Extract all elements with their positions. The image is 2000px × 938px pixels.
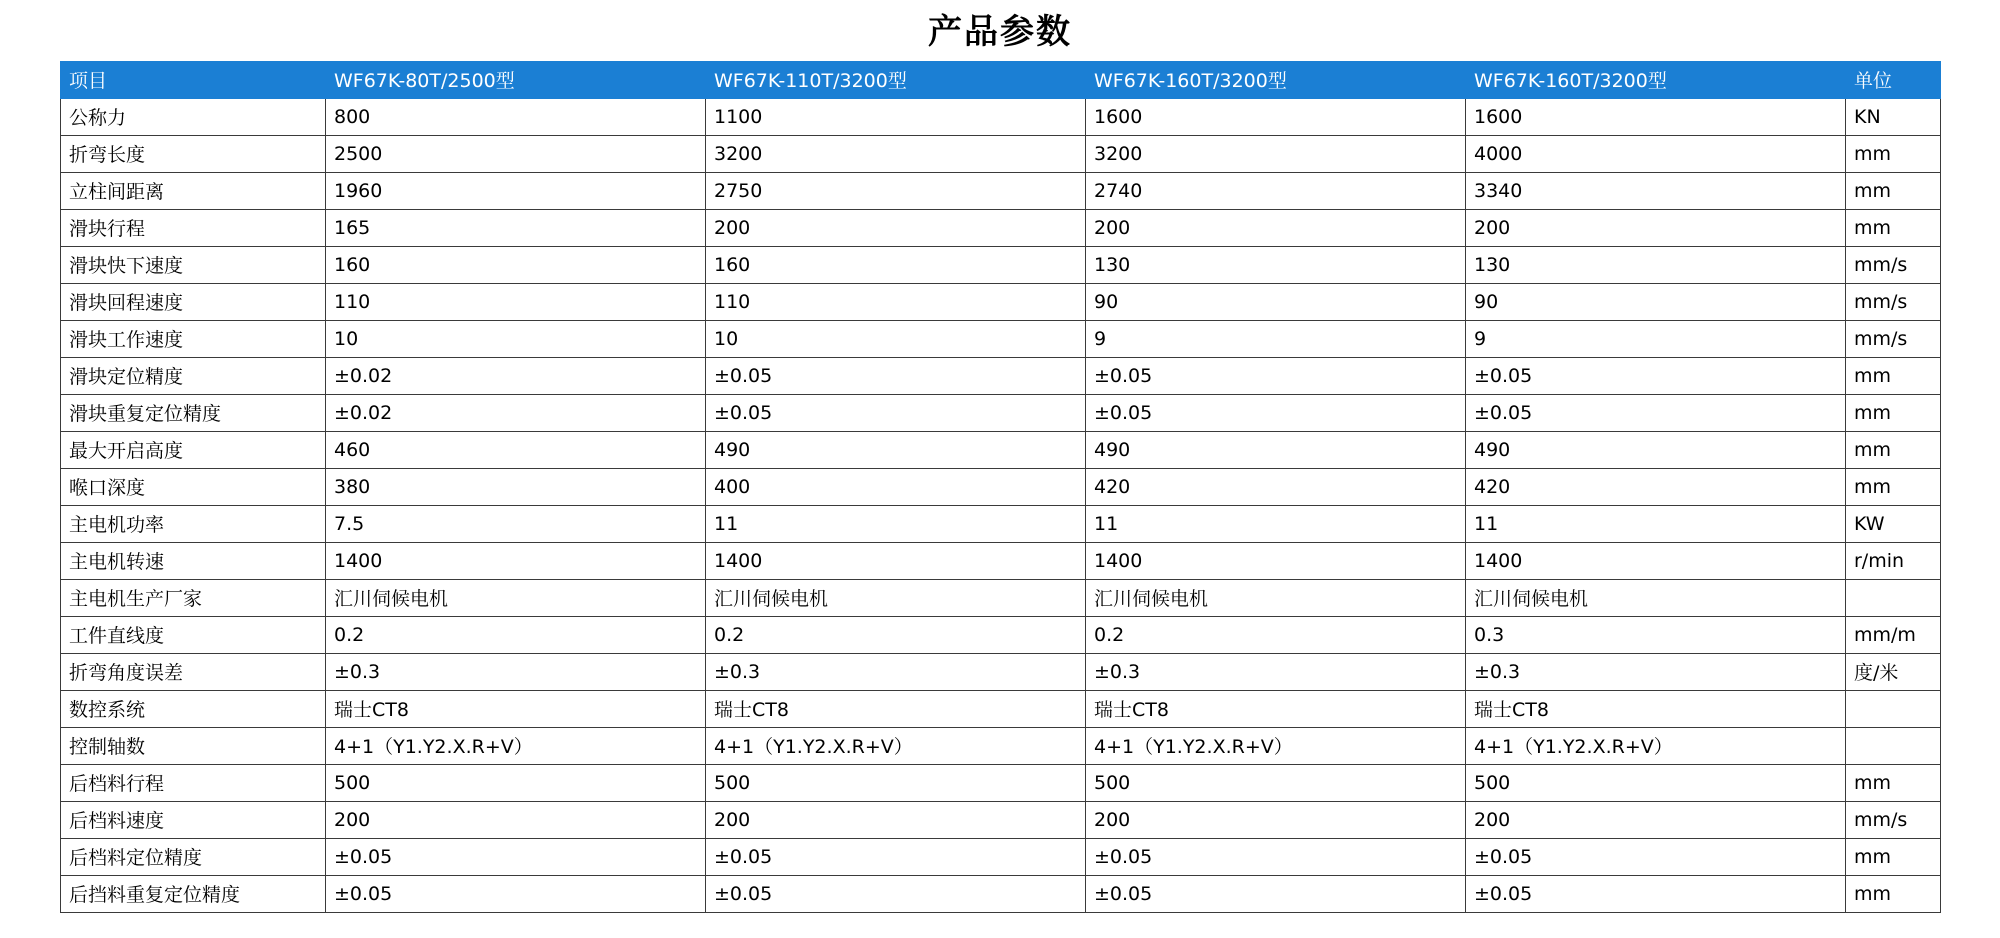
spec-table-container: [0, 61, 2000, 913]
row-label: 控制轴数: [61, 728, 326, 765]
row-label: 折弯角度误差: [61, 654, 326, 691]
table-body: [61, 99, 1941, 913]
cell-model-2: 汇川伺候电机: [706, 580, 1086, 617]
cell-model-2: 11: [706, 506, 1086, 543]
table-row: [61, 617, 1941, 654]
cell-model-1: ±0.05: [326, 876, 706, 913]
cell-model-3: 200: [1086, 210, 1466, 247]
row-label: 滑块定位精度: [61, 358, 326, 395]
cell-model-1: 1400: [326, 543, 706, 580]
cell-model-4: 200: [1466, 210, 1846, 247]
cell-model-3: 瑞士CT8: [1086, 691, 1466, 728]
cell-model-1: 380: [326, 469, 706, 506]
row-label: 滑块快下速度: [61, 247, 326, 284]
cell-unit: mm: [1846, 173, 1941, 210]
cell-model-2: ±0.3: [706, 654, 1086, 691]
table-row: [61, 247, 1941, 284]
cell-model-4: 汇川伺候电机: [1466, 580, 1846, 617]
cell-unit: mm: [1846, 358, 1941, 395]
cell-unit: mm/s: [1846, 284, 1941, 321]
cell-model-4: 490: [1466, 432, 1846, 469]
table-row: [61, 136, 1941, 173]
cell-model-4: 130: [1466, 247, 1846, 284]
cell-model-2: ±0.05: [706, 839, 1086, 876]
row-label: 主电机转速: [61, 543, 326, 580]
cell-model-2: 500: [706, 765, 1086, 802]
column-header-model-2: WF67K-110T/3200型: [706, 62, 1086, 99]
cell-unit: [1846, 580, 1941, 617]
cell-model-1: 4+1（Y1.Y2.X.R+V）: [326, 728, 706, 765]
cell-model-1: 0.2: [326, 617, 706, 654]
table-header: [61, 62, 1941, 99]
cell-model-3: 1400: [1086, 543, 1466, 580]
table-header-row: [61, 62, 1941, 99]
cell-model-1: ±0.3: [326, 654, 706, 691]
cell-model-3: ±0.05: [1086, 395, 1466, 432]
cell-model-3: 200: [1086, 802, 1466, 839]
cell-model-3: 490: [1086, 432, 1466, 469]
cell-model-1: 110: [326, 284, 706, 321]
cell-model-4: ±0.05: [1466, 839, 1846, 876]
table-row: [61, 284, 1941, 321]
cell-model-3: 500: [1086, 765, 1466, 802]
cell-unit: mm: [1846, 765, 1941, 802]
cell-unit: mm/s: [1846, 802, 1941, 839]
row-label: 喉口深度: [61, 469, 326, 506]
row-label: 后档料行程: [61, 765, 326, 802]
page-title: 产品参数: [928, 12, 1072, 52]
row-label: 主电机功率: [61, 506, 326, 543]
cell-model-4: 1400: [1466, 543, 1846, 580]
table-row: [61, 654, 1941, 691]
cell-unit: mm/s: [1846, 321, 1941, 358]
table-row: [61, 802, 1941, 839]
cell-unit: [1846, 728, 1941, 765]
cell-model-4: ±0.05: [1466, 358, 1846, 395]
cell-model-2: 1400: [706, 543, 1086, 580]
cell-model-2: 3200: [706, 136, 1086, 173]
cell-model-1: 160: [326, 247, 706, 284]
cell-model-2: ±0.05: [706, 876, 1086, 913]
cell-model-2: 160: [706, 247, 1086, 284]
row-label: 后挡料重复定位精度: [61, 876, 326, 913]
cell-model-1: 460: [326, 432, 706, 469]
cell-unit: mm: [1846, 210, 1941, 247]
cell-model-1: ±0.05: [326, 839, 706, 876]
cell-model-2: ±0.05: [706, 395, 1086, 432]
cell-model-3: ±0.05: [1086, 358, 1466, 395]
table-row: [61, 210, 1941, 247]
row-label: 后档料速度: [61, 802, 326, 839]
row-label: 滑块回程速度: [61, 284, 326, 321]
cell-model-1: 800: [326, 99, 706, 136]
cell-unit: mm: [1846, 469, 1941, 506]
cell-unit: mm: [1846, 839, 1941, 876]
cell-model-1: 10: [326, 321, 706, 358]
row-label: 滑块行程: [61, 210, 326, 247]
cell-model-2: 110: [706, 284, 1086, 321]
row-label: 主电机生产厂家: [61, 580, 326, 617]
cell-model-4: 420: [1466, 469, 1846, 506]
column-header-model-3: WF67K-160T/3200型: [1086, 62, 1466, 99]
cell-model-1: 汇川伺候电机: [326, 580, 706, 617]
row-label: 最大开启高度: [61, 432, 326, 469]
cell-model-3: 11: [1086, 506, 1466, 543]
column-header-model-4: WF67K-160T/3200型: [1466, 62, 1846, 99]
cell-unit: KW: [1846, 506, 1941, 543]
row-label: 滑块工作速度: [61, 321, 326, 358]
cell-model-1: ±0.02: [326, 358, 706, 395]
cell-model-1: 500: [326, 765, 706, 802]
table-row: [61, 99, 1941, 136]
cell-model-3: ±0.3: [1086, 654, 1466, 691]
table-row: [61, 580, 1941, 617]
cell-unit: KN: [1846, 99, 1941, 136]
table-row: [61, 691, 1941, 728]
cell-model-4: 90: [1466, 284, 1846, 321]
cell-model-2: 0.2: [706, 617, 1086, 654]
cell-model-3: 9: [1086, 321, 1466, 358]
cell-model-1: 2500: [326, 136, 706, 173]
table-row: [61, 432, 1941, 469]
row-label: 折弯长度: [61, 136, 326, 173]
cell-model-2: 1100: [706, 99, 1086, 136]
cell-unit: mm: [1846, 395, 1941, 432]
table-row: [61, 839, 1941, 876]
cell-model-3: 汇川伺候电机: [1086, 580, 1466, 617]
cell-model-1: ±0.02: [326, 395, 706, 432]
cell-unit: mm: [1846, 432, 1941, 469]
cell-model-2: 400: [706, 469, 1086, 506]
table-row: [61, 173, 1941, 210]
cell-model-3: ±0.05: [1086, 876, 1466, 913]
cell-model-1: 165: [326, 210, 706, 247]
cell-model-4: 200: [1466, 802, 1846, 839]
cell-model-2: 10: [706, 321, 1086, 358]
cell-model-3: 130: [1086, 247, 1466, 284]
cell-model-3: 90: [1086, 284, 1466, 321]
product-parameters-table: [60, 61, 1941, 913]
table-row: [61, 469, 1941, 506]
cell-model-2: 瑞士CT8: [706, 691, 1086, 728]
cell-model-4: 0.3: [1466, 617, 1846, 654]
cell-model-3: 4+1（Y1.Y2.X.R+V）: [1086, 728, 1466, 765]
cell-unit: r/min: [1846, 543, 1941, 580]
cell-unit: mm: [1846, 136, 1941, 173]
cell-model-4: 4000: [1466, 136, 1846, 173]
cell-model-4: 9: [1466, 321, 1846, 358]
row-label: 数控系统: [61, 691, 326, 728]
cell-model-3: 1600: [1086, 99, 1466, 136]
table-row: [61, 765, 1941, 802]
cell-model-1: 200: [326, 802, 706, 839]
cell-model-1: 瑞士CT8: [326, 691, 706, 728]
cell-model-1: 7.5: [326, 506, 706, 543]
cell-unit: mm/m: [1846, 617, 1941, 654]
cell-model-2: 2750: [706, 173, 1086, 210]
table-row: [61, 876, 1941, 913]
cell-model-2: 200: [706, 802, 1086, 839]
cell-model-1: 1960: [326, 173, 706, 210]
cell-model-2: ±0.05: [706, 358, 1086, 395]
cell-unit: 度/米: [1846, 654, 1941, 691]
cell-model-4: 3340: [1466, 173, 1846, 210]
row-label: 立柱间距离: [61, 173, 326, 210]
cell-model-3: 420: [1086, 469, 1466, 506]
column-header-item: 项目: [61, 62, 326, 99]
cell-model-3: 3200: [1086, 136, 1466, 173]
table-row: [61, 395, 1941, 432]
cell-unit: mm/s: [1846, 247, 1941, 284]
table-row: [61, 543, 1941, 580]
cell-model-4: ±0.05: [1466, 395, 1846, 432]
cell-model-3: 2740: [1086, 173, 1466, 210]
cell-model-4: ±0.05: [1466, 876, 1846, 913]
cell-model-4: 1600: [1466, 99, 1846, 136]
row-label: 后档料定位精度: [61, 839, 326, 876]
row-label: 公称力: [61, 99, 326, 136]
row-label: 滑块重复定位精度: [61, 395, 326, 432]
cell-model-4: ±0.3: [1466, 654, 1846, 691]
column-header-model-1: WF67K-80T/2500型: [326, 62, 706, 99]
cell-unit: [1846, 691, 1941, 728]
cell-unit: mm: [1846, 876, 1941, 913]
cell-model-4: 500: [1466, 765, 1846, 802]
table-row: [61, 506, 1941, 543]
cell-model-2: 490: [706, 432, 1086, 469]
table-row: [61, 358, 1941, 395]
column-header-unit: 单位: [1846, 62, 1941, 99]
cell-model-3: 0.2: [1086, 617, 1466, 654]
table-row: [61, 728, 1941, 765]
cell-model-2: 200: [706, 210, 1086, 247]
row-label: 工件直线度: [61, 617, 326, 654]
cell-model-4: 4+1（Y1.Y2.X.R+V）: [1466, 728, 1846, 765]
cell-model-4: 11: [1466, 506, 1846, 543]
cell-model-4: 瑞士CT8: [1466, 691, 1846, 728]
cell-model-2: 4+1（Y1.Y2.X.R+V）: [706, 728, 1086, 765]
cell-model-3: ±0.05: [1086, 839, 1466, 876]
table-row: [61, 321, 1941, 358]
